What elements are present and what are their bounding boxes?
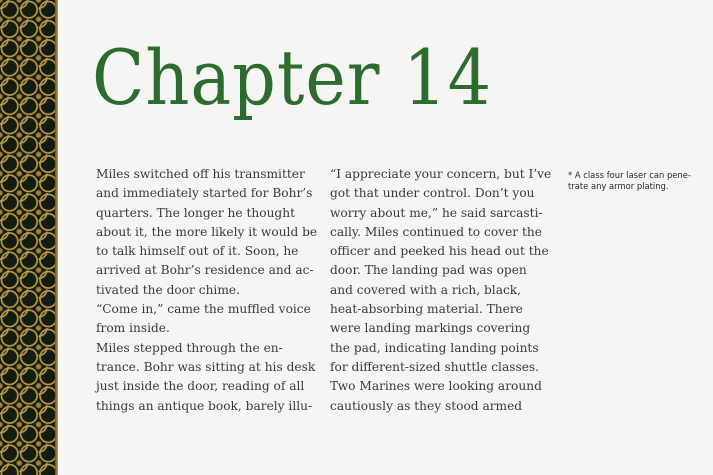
footnote-line: * A class four laser can pene-: [568, 170, 691, 180]
text-line: cally. Miles continued to cover the: [330, 224, 542, 239]
text-line: about it, the more likely it would be: [96, 224, 318, 239]
text-line: from inside.: [96, 321, 170, 336]
text-line: worry about me,” he said sarcasti-: [330, 205, 543, 220]
text-line: arrived at Bohr’s residence and ac-: [96, 263, 314, 278]
text-line: “I appreciate your concern, but I’ve: [330, 167, 552, 181]
text-line: things an antique book, barely illu-: [96, 398, 313, 413]
text-line: and immediately started for Bohr’s: [96, 186, 313, 201]
text-line: trance. Bohr was sitting at his desk: [96, 359, 316, 374]
text-line: Two Marines were looking around: [330, 379, 542, 394]
text-line: the pad, indicating landing points: [330, 340, 539, 355]
body-column-2: [330, 165, 552, 416]
text-line: just inside the door, reading of all: [96, 379, 305, 394]
footnote: [568, 170, 708, 192]
text-line: door. The landing pad was open: [330, 263, 527, 278]
text-line: heat-absorbing material. There: [330, 302, 523, 317]
text-line: Miles stepped through the en-: [96, 340, 283, 355]
text-line: were landing markings covering: [330, 321, 531, 336]
body-column-1: [96, 165, 318, 416]
footnote-line: trate any armor plating.: [568, 181, 669, 191]
text-line: tivated the door chime.: [96, 282, 240, 297]
decorative-border: [0, 0, 58, 475]
chapter-title: Chapter 14: [92, 33, 493, 122]
text-line: got that under control. Don’t you: [330, 186, 535, 201]
text-line: to talk himself out of it. Soon, he: [96, 244, 299, 259]
text-line: Miles switched off his transmitter: [96, 167, 305, 181]
text-line: quarters. The longer he thought: [96, 205, 295, 220]
text-line: and covered with a rich, black,: [330, 282, 522, 297]
text-line: for different-sized shuttle classes.: [330, 359, 540, 374]
text-line: officer and peeked his head out the: [330, 244, 549, 259]
text-line: “Come in,” came the muffled voice: [96, 302, 311, 317]
text-line: cautiously as they stood armed: [330, 398, 523, 413]
